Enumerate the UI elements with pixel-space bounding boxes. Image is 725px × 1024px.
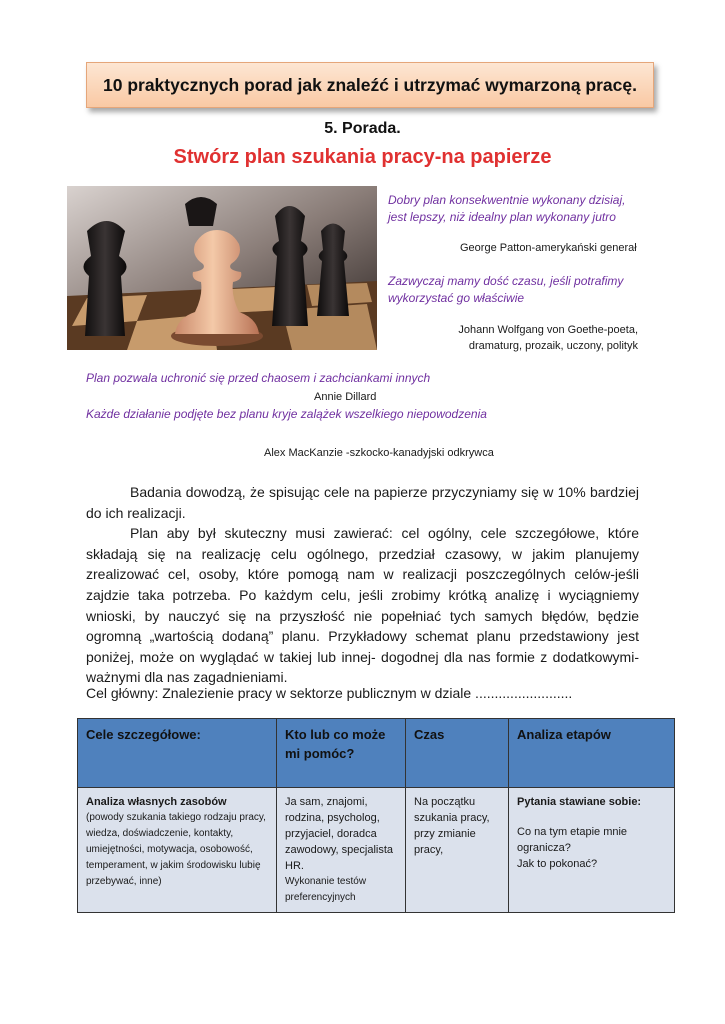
quote-2 xyxy=(388,273,623,307)
header-goals: Cele szczegółowe: xyxy=(78,719,277,788)
author-line: Johann Wolfgang von Goethe-poeta, xyxy=(458,324,638,336)
helpers-note: Wykonanie testów preferencyjnych xyxy=(285,876,367,903)
table-header-row xyxy=(78,719,675,788)
analysis-question: Jak to pokonać? xyxy=(517,858,598,870)
section-number: 5. Porada. xyxy=(324,120,401,137)
quote-4-author: Alex MacKanzie -szkocko-kanadyjski odkrywca xyxy=(264,447,494,459)
goal-details: (powody szukania takiego rodzaju pracy, wiedza, doświadczenie, kontakty, umiejętności, motywacja, osobowość, temperament, w jakim środowisku lubię przebywać, inne) xyxy=(86,812,266,887)
header-helpers: Kto lub co może mi pomóc? xyxy=(277,719,406,788)
page-headline: Stwórz plan szukania pracy-na papierze xyxy=(173,146,552,168)
analysis-question: Co na tym etapie mnie ogranicza? xyxy=(517,826,628,854)
author-line: dramaturg, prozaik, uczony, polityk xyxy=(468,340,638,352)
quote-line: Dobry plan konsekwentnie wykonany dzisiaj, xyxy=(388,193,626,207)
quote-3-author: Annie Dillard xyxy=(314,391,377,403)
quote-4 xyxy=(86,406,487,423)
plan-table xyxy=(77,718,675,913)
main-goal: Cel główny: Znalezienie pracy w sektorze publicznym w dziale ......................... xyxy=(86,685,573,701)
paragraph-2: Plan aby był skuteczny musi zawierać: cel ogólny, cele szczegółowe, które składają się na realizację celu ogólnego, przedział czasowy, w jakim planujemy zrealizować cel, osoby, które pomogą nam w realizacji poszczególnych celów-jeśli zajdzie taka potrzeba. Po każdym celu, jeśli zrobimy krótką analizę i wyciągniemy wnioski, by nauczyć się na przyszłość nie popełniać tych samych błędów, będzie ogromną „wartością dodaną” planu. Przykładowy schemat planu przedstawiony jest poniżej, może on wyglądać w takiej lub innej- dogodnej dla nas formie z dodatkowymi- ważnymi dla nas zagadnieniami. xyxy=(86,525,639,686)
table-row xyxy=(78,788,675,913)
quote-line: jest lepszy, niż idealny plan wykonany jutro xyxy=(388,210,616,224)
cell-time xyxy=(406,788,509,913)
cell-goal xyxy=(78,788,277,913)
body-text xyxy=(86,482,639,688)
banner-text: 10 praktycznych porad jak znaleźć i utrzymać wymarzoną pracę. xyxy=(103,74,637,95)
quote-1 xyxy=(388,192,625,226)
title-banner xyxy=(86,62,654,108)
quote-line: wykorzystać go właściwie xyxy=(388,291,525,305)
quote-line: Zazwyczaj mamy dość czasu, jeśli potrafimy xyxy=(388,274,624,288)
quote-2-author xyxy=(458,322,638,354)
analysis-title: Pytania stawiane sobie: xyxy=(517,796,642,808)
quote-3 xyxy=(86,370,430,387)
quote-line: Każde działanie podjęte bez planu kryje zalążek wszelkiego niepowodzenia xyxy=(86,407,487,421)
header-time: Czas xyxy=(406,719,509,788)
cell-analysis xyxy=(509,788,675,913)
cell-helpers xyxy=(277,788,406,913)
header-analysis: Analiza etapów xyxy=(509,719,675,788)
time-text: Na początku szukania pracy, przy zmianie pracy, xyxy=(414,796,490,856)
goal-title: Analiza własnych zasobów xyxy=(86,796,227,808)
paragraph-1: Badania dowodzą, że spisując cele na papierze przyczyniamy się w 10% bardziej do ich realizacji. xyxy=(86,484,639,521)
chess-pieces-photo xyxy=(67,186,377,350)
helpers-list: Ja sam, znajomi, rodzina, psycholog, przyjaciel, doradca zawodowy, specjalista HR. xyxy=(285,796,394,872)
quote-1-author: George Patton-amerykański generał xyxy=(460,242,637,254)
quote-line: Plan pozwala uchronić się przed chaosem i zachciankami innych xyxy=(86,371,431,385)
